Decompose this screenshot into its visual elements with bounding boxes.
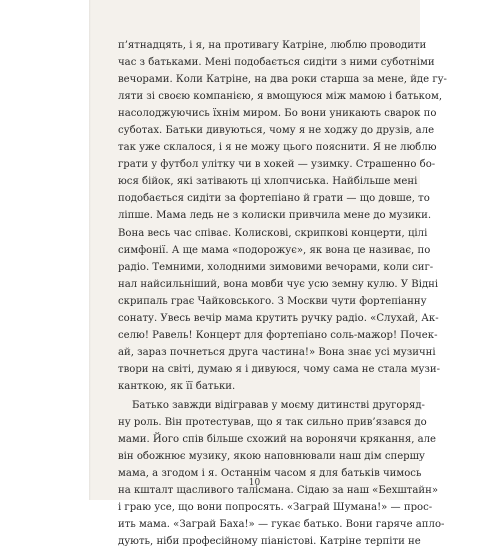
text-line: вечорами. Коли Катріне, на два роки старша за мене, йде гу- <box>118 74 447 86</box>
text-line: симфонії. А ще мама «подорожує», як вона це називає, по <box>118 244 431 256</box>
text-line: ай, зараз почнеться друга частина!» Вона знає усі музичні <box>118 346 436 358</box>
page-number: 10 <box>248 478 261 488</box>
text-line: мами. Його спів більше схожий на воронячи крякання, але <box>118 434 437 446</box>
text-line: ляти зі своєю компанією, я вмощуюся між мамою і батьком, <box>118 91 443 103</box>
text-line: мама, а згодом і я. Останнім часом я для батьків чимось <box>118 468 422 480</box>
text-line: нал найсильніший, вона мовби чує усю земну кулю. У Відні <box>118 278 439 290</box>
text-line: грати у футбол улітку чи в хокей — узимку. Страшенно бо- <box>118 159 436 171</box>
text-line: дують, ніби професійному піаністові. Катріне терпіти не <box>118 536 421 548</box>
text-line: ить мама. «Заграй Баха!» — гукає батько. Вони гаряче апло- <box>118 519 445 531</box>
text-line: п’ятнадцять, і я, на противагу Катріне, люблю проводити <box>118 40 427 51</box>
text-line: ну роль. Він протестував, що я так сильно прив’язався до <box>118 417 427 429</box>
text-line: селю! Равель! Концерт для фортепіано соль-мажор! Почек- <box>118 329 438 341</box>
text-line: на кшталт щасливого талісмана. Сідаю за наш «Бехштайн» <box>118 485 439 497</box>
book-page <box>89 0 447 548</box>
text-line: час з батьками. Мені подобається сидіти з ними суботніми <box>118 57 435 69</box>
text-line: суботах. Батьки дивуються, чому я не ходжу до друзів, але <box>118 125 435 137</box>
page-body-text <box>118 37 447 550</box>
text-line: так уже склалося, і я не можу цього пояснити. Я не люблю <box>118 142 437 154</box>
text-line: радіо. Темними, холодними зимовими вечорами, коли сиг- <box>118 261 434 273</box>
text-line: насолоджуючись їхнім миром. Бо вони уникають сварок по <box>118 108 437 120</box>
text-line: Батько завжди відігравав у моєму дитинстві другоряд- <box>132 399 425 411</box>
text-line: канткою, як її батьки. <box>118 380 236 392</box>
text-line: скрипаль грає Чайковського. З Москви чути фортепіанну <box>118 295 427 307</box>
text-line: і граю усе, що вони попросять. «Заграй Шумана!» — прос- <box>118 502 433 514</box>
text-line: ліпше. Мама ледь не з колиски привчила мене до музики. <box>118 210 432 222</box>
text-line: подобається сидіти за фортепіано й грати — що довше, то <box>118 193 430 205</box>
text-line: він обожнює музику, якою наповнювали наш дім спершу <box>118 451 425 463</box>
text-line: сонату. Увесь вечір мама крутить ручку радіо. «Слухай, Ак- <box>118 312 439 324</box>
text-line: юся бійок, які затівають ці хлопчиська. Найбільше мені <box>118 176 418 188</box>
text-line: твори на світі, думаю я і дивуюся, чому сама не стала музи- <box>118 363 441 375</box>
text-line: Вона весь час співає. Колискові, скрипкові концерти, цілі <box>118 227 428 239</box>
